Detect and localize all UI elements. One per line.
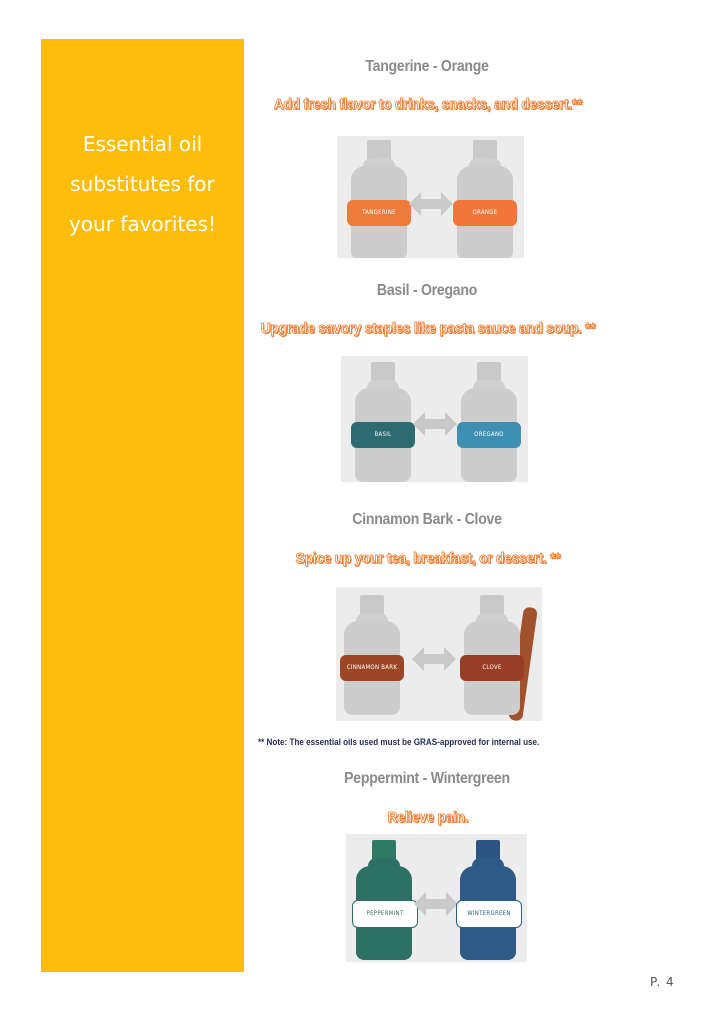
page-number: P. 4 [650, 975, 675, 989]
section-subtitle-cinnamon-clove: Spice up your tea, breakfast, or dessert. ** [295, 550, 561, 567]
bottle-label: BASIL [351, 422, 415, 448]
bottle-label: ORANGE [453, 200, 517, 226]
section-title-basil-oregano: Basil - Oregano [376, 282, 478, 299]
section-title-tangerine-orange: Tangerine - Orange [365, 58, 489, 75]
double-arrow-icon [414, 892, 458, 916]
tangerine-bottle-icon [351, 140, 407, 258]
bottle-label: PEPPERMINT [352, 900, 418, 928]
oregano-bottle-icon [461, 362, 517, 482]
oil-pair-image-basil-oregano [341, 356, 528, 482]
double-arrow-icon [413, 412, 457, 436]
cinnamon-bark-bottle-icon [344, 595, 400, 715]
double-arrow-icon [412, 647, 456, 671]
wintergreen-bottle-icon [460, 840, 516, 960]
sidebar-title: Essential oil substitutes for your favorites! [68, 132, 217, 236]
peppermint-bottle-icon [356, 840, 412, 960]
bottle-label: TANGERINE [347, 200, 411, 226]
bottle-label: OREGANO [457, 422, 521, 448]
basil-bottle-icon [355, 362, 411, 482]
section-subtitle-basil-oregano: Upgrade savory staples like pasta sauce and soup. ** [260, 320, 596, 337]
orange-bottle-icon [457, 140, 513, 258]
oil-pair-image-cinnamon-clove [336, 587, 542, 721]
gras-note: ** Note: The essential oils used must be GRAS-approved for internal use. [258, 737, 540, 747]
sidebar-banner [41, 39, 244, 972]
bottle-label: WINTERGREEN [456, 900, 522, 928]
bottle-label: CINNAMON BARK [340, 655, 404, 681]
oil-pair-image-peppermint-wintergreen [346, 834, 527, 962]
clove-bottle-icon [464, 595, 520, 715]
section-subtitle-peppermint-wintergreen: Relieve pain. [387, 809, 469, 826]
section-title-cinnamon-clove: Cinnamon Bark - Clove [352, 511, 502, 528]
oil-pair-image-tangerine-orange [337, 136, 524, 258]
double-arrow-icon [409, 192, 453, 216]
section-subtitle-tangerine-orange: Add fresh flavor to drinks, snacks, and dessert.** [273, 96, 583, 113]
bottle-label: CLOVE [460, 655, 524, 681]
section-title-peppermint-wintergreen: Peppermint - Wintergreen [344, 770, 510, 787]
